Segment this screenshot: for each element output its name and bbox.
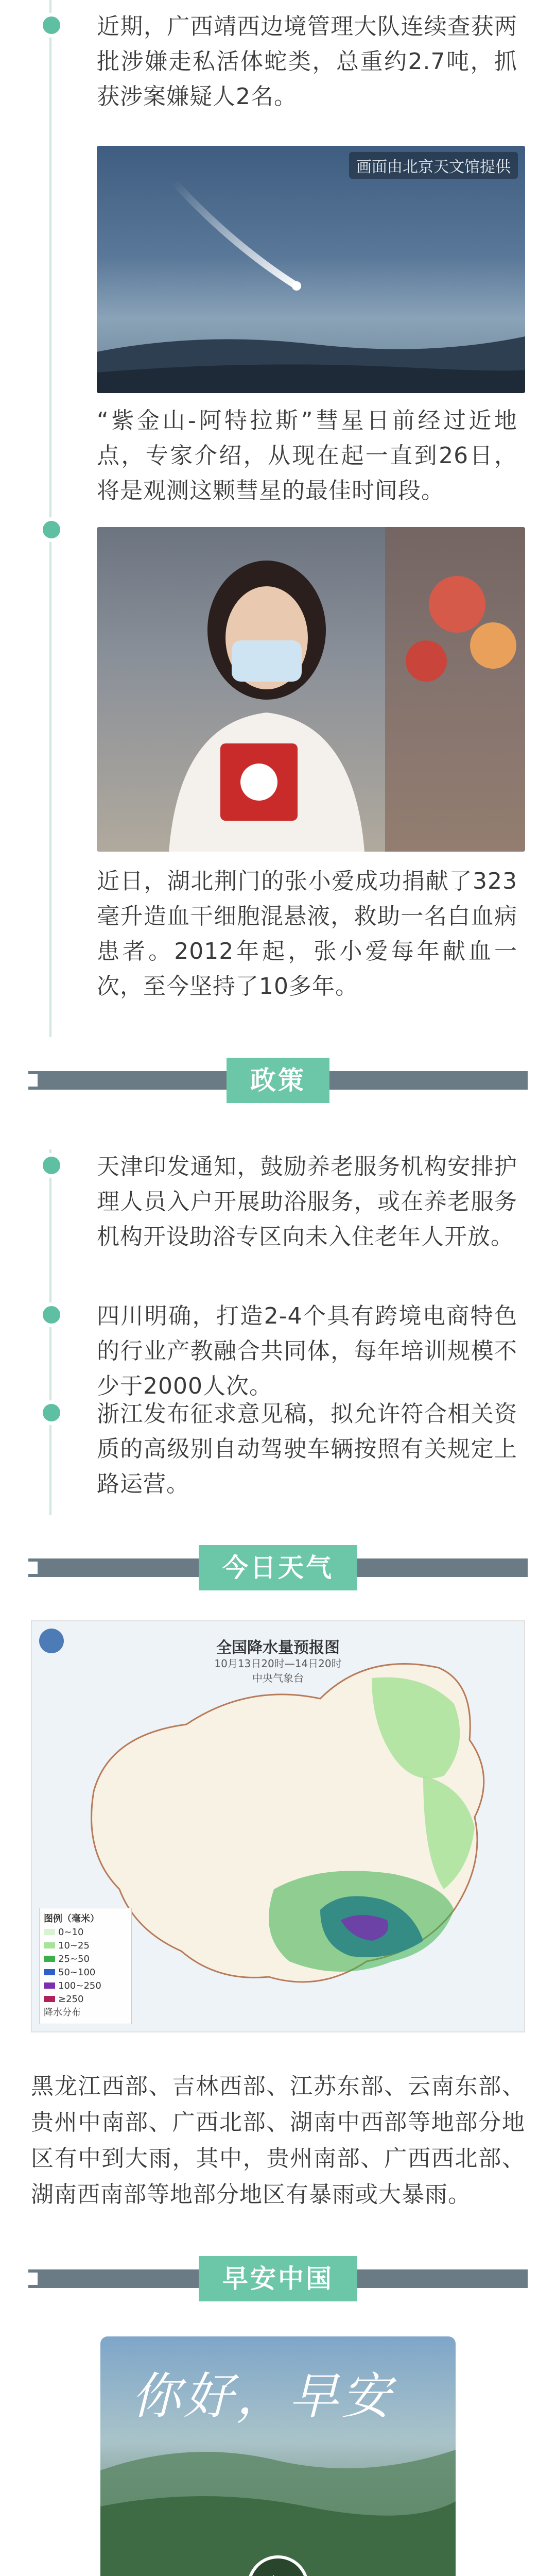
legend-item: 50~100 bbox=[44, 1966, 127, 1979]
news-item bbox=[28, 9, 517, 146]
comet-photo bbox=[97, 146, 525, 393]
legend-item: ≥250 bbox=[44, 1993, 127, 2006]
policy-text: 天津印发通知，鼓励养老服务机构安排护理人员入户开展助浴服务，或在养老服务机构开设助浴专区向未入住老年人开放。 bbox=[97, 1154, 517, 1250]
map-legend bbox=[39, 1908, 132, 2024]
section-title: 早安中国 bbox=[199, 2256, 357, 2301]
legend-item: 100~250 bbox=[44, 1979, 127, 1993]
section-header-policy bbox=[28, 1056, 528, 1105]
news-item bbox=[28, 146, 517, 527]
news-timeline bbox=[0, 0, 556, 1037]
map-org: 中央气象台 bbox=[252, 1672, 304, 1684]
news-text: “紫金山-阿特拉斯”彗星日前经过近地点，专家介绍，从现在起一直到26日，将是观测这颗彗星的最佳时间段。 bbox=[97, 408, 517, 504]
weather-text: 黑龙江西部、吉林西部、江苏东部、云南东部、贵州中南部、广西北部、湖南中西部等地部分地区有中到大雨，其中，贵州南部、广西西北部、湖南西南部等地部分地区有暴雨或大暴雨。 bbox=[31, 2073, 525, 2208]
section-header-weather bbox=[28, 1543, 528, 1592]
donor-photo bbox=[97, 527, 525, 852]
comet-illustration bbox=[97, 146, 525, 393]
legend-item: 0~10 bbox=[44, 1926, 127, 1939]
map-subtitle: 10月13日20时—14日20时 bbox=[214, 1657, 342, 1670]
section-title: 今日天气 bbox=[199, 1545, 357, 1590]
timeline-dot bbox=[43, 16, 60, 34]
donor-illustration bbox=[97, 527, 525, 852]
legend-extra: 降水分布 bbox=[44, 2007, 81, 2018]
card-title: 你好，早安 bbox=[131, 2367, 394, 2425]
timeline-dot bbox=[43, 1157, 60, 1174]
policy-list bbox=[0, 1149, 556, 1515]
morning-video-card[interactable] bbox=[100, 2336, 456, 2576]
photo-caption: 画面由北京天文馆提供 bbox=[349, 152, 518, 179]
policy-item bbox=[28, 1299, 517, 1397]
news-text: 近日，湖北荆门的张小爱成功捐献了323毫升造血干细胞混悬液，救助一名白血病患者。2012年起，张小爱每年献血一次，至今坚持了10多年。 bbox=[97, 868, 517, 999]
weather-text-block bbox=[0, 2069, 556, 2213]
legend-title: 图例（毫米） bbox=[44, 1913, 99, 1924]
legend-item: 25~50 bbox=[44, 1953, 127, 1966]
news-text: 近期，广西靖西边境管理大队连续查获两批涉嫌走私活体蛇类，总重约2.7吨，抓获涉案嫌疑人2名。 bbox=[97, 13, 517, 110]
policy-text: 浙江发布征求意见稿，拟允许符合相关资质的高级别自动驾驶车辆按照有关规定上路运营。 bbox=[97, 1401, 517, 1497]
policy-item bbox=[28, 1149, 517, 1299]
policy-item bbox=[28, 1397, 517, 1515]
timeline-dot bbox=[43, 1404, 60, 1421]
map-title: 全国降水量预报图 bbox=[216, 1639, 340, 1657]
precipitation-map bbox=[31, 1620, 525, 2032]
section-header-morning bbox=[28, 2254, 528, 2303]
section-title: 政策 bbox=[227, 1058, 329, 1103]
timeline-dot bbox=[43, 1306, 60, 1324]
news-item bbox=[28, 527, 517, 1037]
legend-item: 10~25 bbox=[44, 1939, 127, 1953]
policy-text: 四川明确，打造2-4个具有跨境电商特色的行业产教融合共同体，每年培训规模不少于2000人次。 bbox=[97, 1303, 517, 1399]
timeline-dot bbox=[43, 521, 60, 538]
